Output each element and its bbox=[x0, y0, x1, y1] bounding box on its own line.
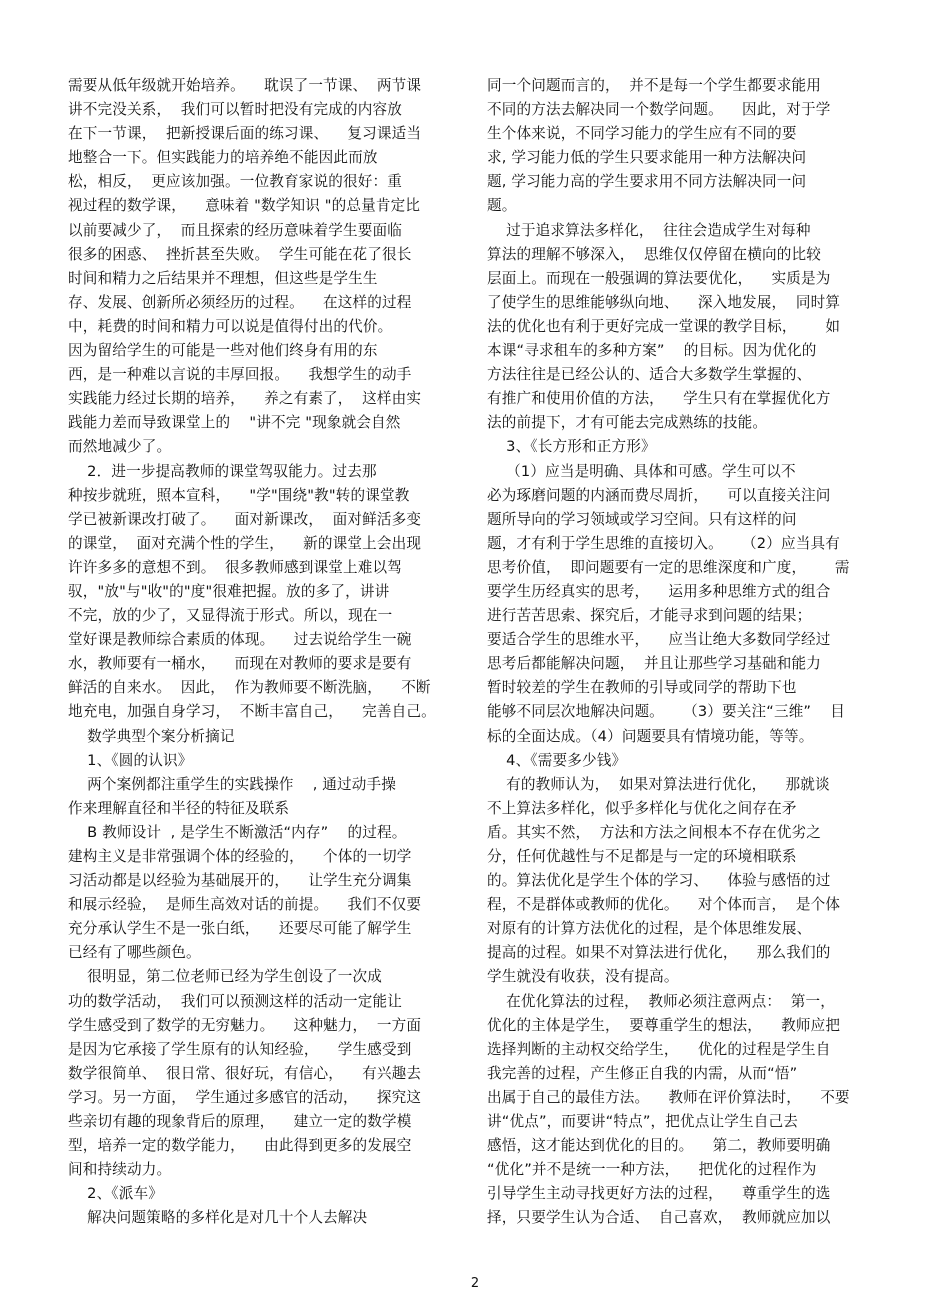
text-line: 建构主义是非常强调个体的经验的， 个体的一切学 bbox=[68, 848, 412, 865]
page-number: 2 bbox=[470, 1276, 480, 1291]
text-line: 生个体来说，不同学习能力的学生应有不同的要 bbox=[487, 125, 797, 143]
text-line: 引导学生主动寻找更好方法的过程， 尊重学生的选 bbox=[487, 1185, 831, 1203]
text-line: 讲“优点”，而要讲“特点”，把优点让学生自己去 bbox=[487, 1113, 798, 1131]
text-line: 松，相反， 更应该加强。一位教育家说的很好：重 bbox=[68, 173, 402, 191]
text-line: 思考后都能解决问题， 并且让那些学习基础和能力 bbox=[487, 655, 821, 673]
text-line: 型，培养一定的数学能力， 由此得到更多的发展空 bbox=[68, 1137, 412, 1155]
text-line: 鲜活的自来水。 因此， 作为教师要不断洗脑， 不断 bbox=[68, 679, 431, 697]
text-line: 堂好课是教师综合素质的体现。 过去说给学生一碗 bbox=[68, 631, 412, 649]
text-line: 方法往往是已经公认的、适合大多数学生掌握的、 bbox=[487, 366, 812, 384]
text-line: 题所导向的学习领域或学习空间。只有这样的问 bbox=[487, 510, 797, 528]
text-line: 思考价值， 即问题要有一定的思维深度和广度， 需 bbox=[487, 558, 850, 576]
text-line: 了使学生的思维能够纵向地、 深入地发展， 同时算 bbox=[487, 293, 841, 311]
text-line: 同一个问题而言的， 并不是每一个学生都要求能用 bbox=[487, 77, 821, 94]
text-line: 必为琢磨问题的内涵而费尽周折， 可以直接关注问 bbox=[487, 486, 831, 504]
text-line: 种按步就班，照本宣科， "学"围绕"教"转的课堂教 bbox=[68, 486, 410, 504]
text-line: 许许多多的意想不到。 很多教师感到课堂上难以驾 bbox=[68, 558, 402, 576]
text-line: 能够不同层次地解决问题。 （3）要关注“三维” 目 bbox=[487, 703, 846, 721]
text-line: 优化的主体是学生， 要尊重学生的想法， 教师应把 bbox=[487, 1016, 841, 1034]
text-line: 学生就没有收获，没有提高。 bbox=[487, 968, 679, 986]
text-line: 感悟，这才能达到优化的目的。 第二，教师要明确 bbox=[487, 1137, 831, 1155]
text-line: 法的优化也有利于更好完成一堂课的教学目标， 如 bbox=[487, 317, 841, 335]
text-line: 解决问题策略的多样化是对几十个人去解决 bbox=[68, 1209, 368, 1227]
text-line: 2、《派车》 bbox=[68, 1185, 164, 1203]
text-line: 提高的过程。如果不对算法进行优化， 那么我们的 bbox=[487, 944, 831, 962]
text-line: 对原有的计算方法优化的过程，是个体思维发展、 bbox=[487, 920, 812, 938]
text-line: 很多的困惑、 挫折甚至失败。 学生可能在花了很长 bbox=[68, 245, 412, 263]
text-line: 间和持续动力。 bbox=[68, 1161, 172, 1179]
text-line: 数学很简单、 很日常、很好玩，有信心， 有兴趣去 bbox=[68, 1064, 422, 1082]
text-line: 地整合一下。但实践能力的培养绝不能因此而放 bbox=[68, 149, 378, 167]
text-line: 我完善的过程，产生修正自我的内需，从而“悟” bbox=[487, 1064, 798, 1082]
text-line: 过于追求算法多样化， 往往会造成学生对每种 bbox=[487, 221, 811, 239]
text-line: 实践能力经过长期的培养， 养之有素了， 这样由实 bbox=[68, 390, 422, 408]
text-line: 和展示经验， 是师生高效对话的前提。 我们不仅要 bbox=[68, 896, 422, 914]
text-line: 要适合学生的思维水平， 应当让绝大多数同学经过 bbox=[487, 631, 831, 649]
text-line: 习活动都是以经验为基础展开的， 让学生充分调集 bbox=[68, 872, 412, 890]
text-line: 数学典型个案分析摘记 bbox=[68, 727, 235, 745]
text-line: 题。 bbox=[487, 197, 517, 215]
text-line: 很明显，第二位老师已经为学生创设了一次成 bbox=[68, 968, 383, 986]
text-line: 讲不完没关系， 我们可以暂时把没有完成的内容放 bbox=[68, 101, 402, 119]
text-line: 学生感受到了数学的无穷魅力。 这种魅力， 一方面 bbox=[68, 1016, 422, 1034]
text-line: 有推广和使用价值的方法， 学生只有在掌握优化方 bbox=[487, 390, 831, 408]
text-line: “优化”并不是统一一种方法， 把优化的过程作为 bbox=[487, 1161, 817, 1179]
text-line: 驭，"放"与"收"的"度"很难把握。放的多了，讲讲 bbox=[68, 582, 390, 600]
right-text-column bbox=[487, 74, 882, 1231]
text-line: 程，不是群体或教师的优化。 对个体而言， 是个体 bbox=[487, 896, 841, 914]
text-line: B 教师设计 , 是学生不断激活“内存” 的过程。 bbox=[68, 823, 407, 841]
text-line: 时间和精力之后结果并不理想，但这些是学生生 bbox=[68, 269, 378, 287]
text-line: 学习。另一方面， 学生通过多感官的活动， 探究这 bbox=[68, 1088, 422, 1106]
text-line: 暂时较差的学生在教师的引导或同学的帮助下也 bbox=[487, 679, 797, 697]
text-line: 已经有了哪些颜色。 bbox=[68, 944, 201, 962]
text-line: 两个案例都注重学生的实践操作 , 通过动手操 bbox=[68, 775, 397, 793]
text-line: 充分承认学生不是一张白纸， 还要尽可能了解学生 bbox=[68, 920, 412, 938]
text-line: 要学生历经真实的思考， 运用多种思维方式的组合 bbox=[487, 582, 831, 600]
text-line: 3、《长方形和正方形》 bbox=[487, 438, 656, 456]
text-line: 4、《需要多少钱》 bbox=[487, 751, 627, 769]
text-line: 是因为它承接了学生原有的认知经验， 学生感受到 bbox=[68, 1040, 412, 1058]
text-line: 功的数学活动， 我们可以预测这样的活动一定能让 bbox=[68, 992, 402, 1010]
text-line: 1、《圆的认识》 bbox=[68, 751, 193, 769]
text-line: 选择判断的主动权交给学生， 优化的过程是学生自 bbox=[487, 1040, 831, 1058]
text-line: 在优化算法的过程， 教师必须注意两点： 第一， bbox=[487, 992, 835, 1010]
text-line: 层面上。而现在一般强调的算法要优化， 实质是为 bbox=[487, 269, 831, 287]
text-line: 标的全面达成。（4）问题要具有情境功能，等等。 bbox=[487, 727, 814, 745]
left-text-column bbox=[68, 74, 463, 1231]
text-line: 分，任何优越性与不足都是与一定的环境相联系 bbox=[487, 848, 797, 865]
text-line: 算法的理解不够深入， 思维仅仅停留在横向的比较 bbox=[487, 245, 821, 263]
text-line: 不同的方法去解决同一个数学问题。 因此，对于学 bbox=[487, 101, 831, 119]
text-line: 西，是一种难以言说的丰厚回报。 我想学生的动手 bbox=[68, 366, 412, 384]
text-line: 择，只要学生认为合适、 自己喜欢， 教师就应加以 bbox=[487, 1209, 831, 1227]
text-line: 践能力差而导致课堂上的 "讲不完 "现象就会自然 bbox=[68, 414, 401, 432]
text-line: 些亲切有趣的现象背后的原理， 建立一定的数学模 bbox=[68, 1113, 412, 1131]
text-line: 2．进一步提高教师的课堂驾驭能力。过去那 bbox=[68, 462, 377, 480]
text-line: 中，耗费的时间和精力可以说是值得付出的代价。 bbox=[68, 317, 393, 335]
text-line: 而然地减少了。 bbox=[68, 438, 172, 456]
text-line: 视过程的数学课， 意味着 "数学知识 "的总量肯定比 bbox=[68, 197, 421, 215]
text-line: 学已被新课改打破了。 面对新课改， 面对鲜活多变 bbox=[68, 510, 422, 528]
text-line: 不完，放的少了，又显得流于形式。所以，现在一 bbox=[68, 607, 393, 625]
text-line: 水，教师要有一桶水， 而现在对教师的要求是要有 bbox=[68, 655, 412, 673]
text-line: 在下一节课， 把新授课后面的练习课、 复习课适当 bbox=[68, 125, 422, 143]
text-line: 地充电，加强自身学习， 不断丰富自己， 完善自己。 bbox=[68, 703, 436, 721]
text-line: 盾。其实不然， 方法和方法之间根本不存在优劣之 bbox=[487, 823, 821, 841]
text-line: 出属于自己的最佳方法。 教师在评价算法时， 不要 bbox=[487, 1088, 850, 1106]
text-line: （1）应当是明确、具体和可感。学生可以不 bbox=[487, 462, 796, 480]
text-line: 进行苦苦思索、探究后，才能寻求到问题的结果； bbox=[487, 607, 812, 625]
text-line: 因为留给学生的可能是一些对他们终身有用的东 bbox=[68, 342, 378, 360]
text-line: 的课堂， 面对充满个性的学生， 新的课堂上会出现 bbox=[68, 534, 422, 552]
text-line: 需要从低年级就开始培养。 耽误了一节课、 两节课 bbox=[68, 77, 422, 94]
text-line: 以前要减少了， 而且探索的经历意味着学生要面临 bbox=[68, 221, 402, 239]
text-line: 法的前提下，才有可能去完成熟练的技能。 bbox=[487, 414, 768, 432]
text-line: 本课“寻求租车的多种方案” 的目标。因为优化的 bbox=[487, 342, 817, 360]
text-line: 题，才有利于学生思维的直接切入。 （2）应当具有 bbox=[487, 534, 840, 552]
text-line: 有的教师认为， 如果对算法进行优化， 那就谈 bbox=[487, 775, 830, 793]
text-line: 的。算法优化是学生个体的学习、 体验与感悟的过 bbox=[487, 872, 831, 890]
text-line: 题, 学习能力高的学生要求用不同方法解决同一问 bbox=[487, 173, 807, 191]
text-line: 作来理解直径和半径的特征及联系 bbox=[68, 799, 290, 817]
text-line: 不上算法多样化，似乎多样化与优化之间存在矛 bbox=[487, 799, 797, 817]
text-line: 存、发展、创新所必须经历的过程。 在这样的过程 bbox=[68, 293, 412, 311]
text-line: 求, 学习能力低的学生只要求能用一种方法解决问 bbox=[487, 149, 807, 167]
